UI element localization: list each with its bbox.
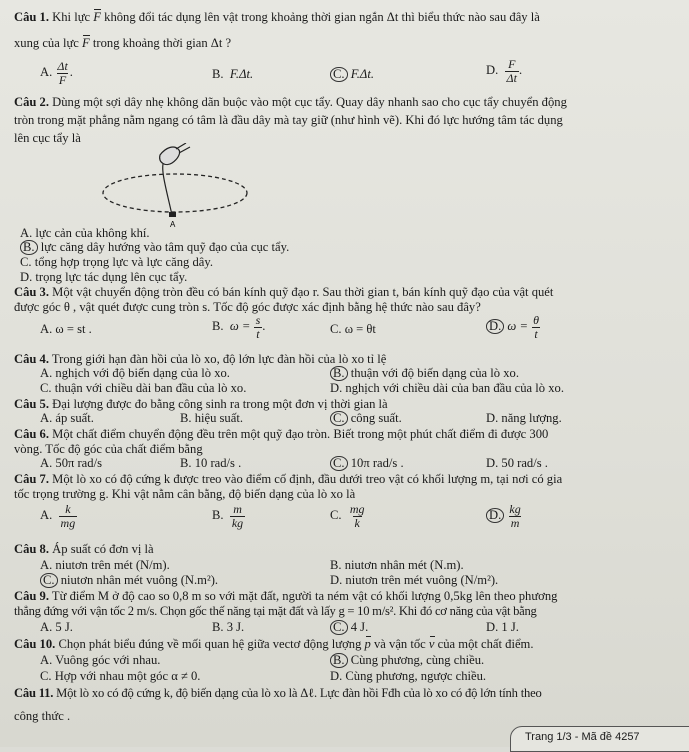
page-number: Trang 1/3 - Mã đề 4257 — [525, 731, 640, 743]
q10-option-c: C. Hợp với nhau một góc α ≠ 0. — [40, 669, 201, 683]
q6-option-d: D. 50 rad/s . — [486, 456, 548, 470]
q3-option-d: D. ω = $\frac{\theta}{t}$ — [486, 314, 541, 340]
q7-line1: Câu 7. Một lò xo có độ cứng k được treo vào điểm cố định, đầu dưới treo vật có khối lượng m, tại nơi có gia — [14, 472, 563, 486]
answer-circle: C. — [330, 620, 348, 635]
q2-option-b: B. lực căng dây hướng vào tâm quỹ đạo của cục tẩy. — [20, 240, 289, 256]
q10-line1: Câu 10. Chọn phát biểu đúng về mối quan hệ giữa vectơ động lượng p và vận tốc v của một chất điểm. — [14, 637, 534, 651]
answer-circle: D. — [486, 508, 504, 523]
fraction: $\frac{\theta}{t}$ — [533, 313, 540, 341]
q9-option-d: D. 1 J. — [486, 620, 519, 634]
page-footer — [510, 726, 689, 752]
q4-option-b: B. thuận với độ biến dạng của lò xo. — [330, 366, 519, 382]
q2-line2: tròn trong mặt phẳng nằm ngang có tâm là đầu dây mà tay giữ (như hình vẽ). Khi đó lực hướng tâm tác dụng — [14, 113, 563, 127]
q1-option-d: D. $\frac{F}{\Delta t}$ . — [486, 57, 523, 85]
q1-option-a: A. $\frac{\Delta t}{F}$ . — [40, 59, 73, 87]
q9-line1: Câu 9. Từ điểm M ở độ cao so 0,8 m so với mặt đất, người ta ném vật có khối lượng 0,5kg lên theo phương — [14, 589, 558, 603]
fraction: $\frac{s}{t}$ — [255, 313, 261, 341]
q5-option-d: D. năng lượng. — [486, 411, 562, 425]
fraction: $\frac{k}{mg}$ — [60, 502, 76, 530]
q8-option-d: D. niutơn trên mét vuông (N/m²). — [330, 573, 499, 587]
string — [163, 161, 172, 215]
q7-option-a: A. $\frac{k}{mg}$ — [40, 502, 76, 530]
q1-option-b: B. F.Δt. — [212, 67, 254, 81]
momentum-vector: p — [364, 637, 371, 651]
q2-line3: lên cục tẩy là — [14, 131, 81, 145]
q3-option-a: A. ω = st . — [40, 322, 92, 336]
hand — [160, 147, 180, 165]
q5-option-c: C. công suất. — [330, 411, 402, 427]
answer-circle: D. — [486, 319, 504, 334]
q7-option-b: B. $\frac{m}{kg}$ — [212, 502, 244, 530]
q7-option-d — [486, 503, 523, 529]
q1-line1: Câu 1. Khi lực F không đổi tác dụng lên vật trong khoảng thời gian ngắn Δt thì biểu thức nào sau đây là — [14, 10, 540, 24]
q5-line1: Câu 5. Đại lượng được đo bằng công sinh ra trong một đơn vị thời gian là — [14, 397, 388, 411]
fraction: $\frac{kg}{m}$ — [509, 502, 521, 530]
answer-circle: C. — [330, 411, 348, 426]
q8-line1: Câu 8. Áp suất có đơn vị là — [14, 542, 154, 556]
q7-line2: tốc trọng trường g. Khi vật nằm cân bằng, độ biến dạng của lò xo là — [14, 487, 356, 501]
q9-option-b: B. 3 J. — [212, 620, 245, 634]
answer-circle: C. — [330, 67, 348, 82]
q4-option-a: A. nghịch với độ biến dạng của lò xo. — [40, 366, 230, 380]
q6-line2: vòng. Tốc độ góc của chất điểm bằng — [14, 442, 203, 456]
q6-option-b: B. 10 rad/s . — [180, 456, 242, 470]
q4-option-d: D. nghịch với chiều dài của ban đầu của lò xo. — [330, 381, 564, 395]
figure-label: A — [170, 220, 176, 227]
q8-option-a: A. niutơn trên mét (N/m). — [40, 558, 170, 572]
q6-option-c: C. 10π rad/s . — [330, 456, 404, 472]
q10-option-d: D. Cùng phương, ngược chiều. — [330, 669, 487, 683]
eraser — [169, 212, 176, 217]
q8-option-c: C. niutơn nhân mét vuông (N.m²). — [40, 573, 218, 589]
q2-option-c: C. tổng hợp trọng lực và lực căng dây. — [20, 255, 213, 269]
velocity-vector: v — [428, 637, 435, 651]
q10-option-b: B. Cùng phương, cùng chiều. — [330, 653, 484, 669]
q10-option-a: A. Vuông góc với nhau. — [40, 653, 161, 667]
q2-line1: Câu 2. Dùng một sợi dây nhẹ không dãn buộc vào một cục tẩy. Quay dây nhanh sao cho cục tẩy chuyển động — [14, 95, 567, 109]
q3-line2: được góc θ , vật quét được cung tròn s. Tốc độ góc được xác định bằng hệ thức nào sau đây? — [14, 300, 481, 314]
q1-line2: xung của lực F trong khoảng thời gian Δt ? — [14, 36, 232, 50]
answer-circle: B. — [330, 653, 348, 668]
answer-circle: C. — [40, 573, 58, 588]
fraction: $\frac{F}{\Delta t}$ — [506, 57, 517, 85]
q6-option-a: A. 50π rad/s — [40, 456, 102, 470]
q3-line1: Câu 3. Một vật chuyển động tròn đều có bán kính quỹ đạo r. Sau thời gian t, bán kính quỹ đạo của vật quét — [14, 285, 554, 299]
q4-option-c: C. thuận với chiều dài ban đầu của lò xo. — [40, 381, 247, 395]
q3-option-b: B. ω = $\frac{s}{t}$ . — [212, 313, 266, 341]
q8-option-b: B. niutơn nhân mét (N.m). — [330, 558, 464, 572]
circular-orbit — [103, 174, 247, 212]
answer-circle: B. — [330, 366, 348, 381]
q9-option-a: A. 5 J. — [40, 620, 73, 634]
q9-line2: thẳng đứng với vận tốc 2 m/s. Chọn gốc thế năng tại mặt đất và lấy g = 10 m/s². Khi đó cơ năng của vật bằng — [14, 604, 537, 618]
q5-option-a: A. áp suất. — [40, 411, 94, 425]
force-vector: F — [82, 36, 90, 50]
fraction: $\frac{m}{kg}$ — [231, 502, 244, 530]
force-vector: F — [93, 10, 101, 24]
q5-option-b: B. hiệu suất. — [180, 411, 243, 425]
fraction: $\frac{mg}{k}$ — [349, 502, 365, 530]
fraction: $\frac{\Delta t}{F}$ — [57, 59, 68, 87]
q11-line1: Câu 11. Một lò xo có độ cứng k, độ biến dạng của lò xo là Δℓ. Lực đàn hồi Fđh của lò xo có độ lớn tính theo — [14, 686, 542, 700]
q2-option-d: D. trọng lực tác dụng lên cục tẩy. — [20, 270, 188, 284]
q7-option-c: C. $\frac{mg}{k}$ — [330, 502, 365, 530]
q11-line2: công thức . — [14, 709, 71, 723]
answer-circle: C. — [330, 456, 348, 471]
q2-option-a: A. lực cản của không khí. — [20, 226, 150, 240]
q4-line1: Câu 4. Trong giới hạn đàn hồi của lò xo, độ lớn lực đàn hồi của lò xo tỉ lệ — [14, 352, 387, 366]
answer-circle: B. — [20, 240, 38, 255]
eraser-rotation-figure — [100, 143, 250, 227]
q6-line1: Câu 6. Một chất điểm chuyển động đều trên một quỹ đạo tròn. Biết trong một phút chất điểm đi được 300 — [14, 427, 549, 441]
q3-option-c: C. ω = θt — [330, 322, 376, 336]
q1-option-c: C. F.Δt. — [330, 67, 374, 83]
q9-option-c: C. 4 J. — [330, 620, 368, 636]
